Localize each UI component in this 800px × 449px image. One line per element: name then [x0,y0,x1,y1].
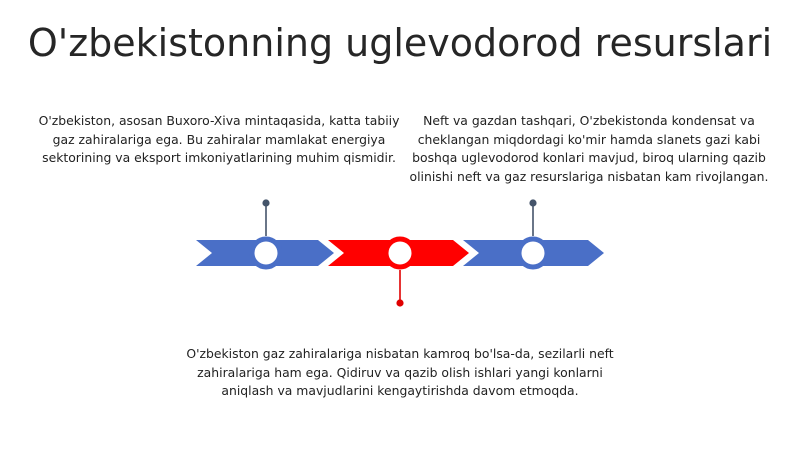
milestone-left-text: O'zbekiston, asosan Buxoro-Xiva mintaqasida, katta tabiiy gaz zahiralariga ega. Bu zahiralar mamlakat energiya sektorining va eksport imkoniyatlarining muhim qismidir. [38,113,400,165]
right-pin-dot [529,199,536,206]
milestone-center-text: O'zbekiston gaz zahiralariga nisbatan kamroq bo'lsa-da, sezilarli neft zahiralariga ham ega. Qidiruv va qazib olish ishlari yangi konlarni aniqlash va mavjudlarini kengaytirishda davom etmoqda. [186,346,614,398]
milestone-center-marker [386,239,414,267]
slide-title: O'zbekistonning uglevodorod resurslari [27,21,773,65]
milestone-right-marker [519,239,547,267]
milestone-right-text: Neft va gazdan tashqari, O'zbekistonda kondensat va cheklangan miqdordagi ko'mir hamda slanets gazi kabi boshqa uglevodorod konlari mavjud, biroq ularning qazib olinishi neft va gaz resurslariga nisbatan kam rivojlangan. [409,113,769,184]
center-pin-dot [396,299,403,306]
milestone-left-marker [252,239,280,267]
left-pin-dot [262,199,269,206]
